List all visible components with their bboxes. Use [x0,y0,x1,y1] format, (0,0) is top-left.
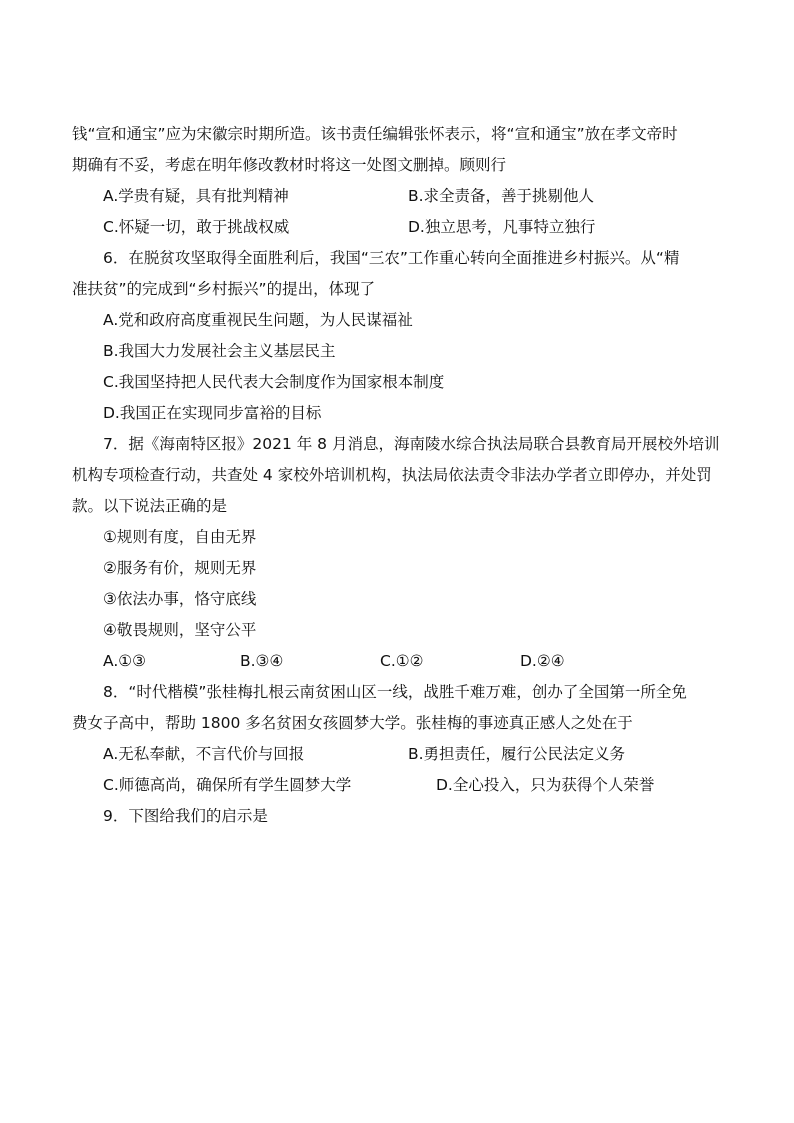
q8-stem-line-2: 费女子高中，帮助 1800 多名贫困女孩圆梦大学。张桂梅的事迹真正感人之处在于 [72,714,633,732]
q8-option-a[interactable]: A.无私奉献，不言代价与回报 [103,745,305,763]
q8-option-b[interactable]: B.勇担责任，履行公民法定义务 [408,745,626,763]
q5-option-c[interactable]: C.怀疑一切，敢于挑战权威 [103,218,290,236]
q6-option-d[interactable]: D.我国正在实现同步富裕的目标 [103,404,322,422]
q7-stem-line-3: 款。以下说法正确的是 [72,497,228,515]
q6-stem-line-2: 准扶贫”的完成到“乡村振兴”的提出，体现了 [72,280,376,298]
q5-continuation-line-2: 期确有不妥，考虑在明年修改教材时将这一处图文删掉。顾则行 [72,156,507,174]
q6-option-a[interactable]: A.党和政府高度重视民生问题，为人民谋福祉 [103,311,413,329]
q7-option-c[interactable]: C.①② [380,652,424,670]
q6-option-c[interactable]: C.我国坚持把人民代表大会制度作为国家根本制度 [103,373,445,391]
q6-stem-line-1: 6．在脱贫攻坚取得全面胜利后，我国“三农”工作重心转向全面推进乡村振兴。从“精 [103,249,680,267]
q7-statement-3: ③依法办事，恪守底线 [103,590,257,608]
q8-stem-line-1: 8．“时代楷模”张桂梅扎根云南贫困山区一线，战胜千难万难，创办了全国第一所全免 [103,683,687,701]
q8-option-c[interactable]: C.师德高尚，确保所有学生圆梦大学 [103,776,352,794]
q8-option-d[interactable]: D.全心投入，只为获得个人荣誉 [436,776,655,794]
q5-option-b[interactable]: B.求全责备，善于挑剔他人 [408,187,595,205]
q9-stem-line-1: 9．下图给我们的启示是 [103,807,268,825]
q6-option-b[interactable]: B.我国大力发展社会主义基层民主 [103,342,336,360]
q7-option-a[interactable]: A.①③ [103,652,147,670]
q5-continuation-line-1: 钱“宣和通宝”应为宋徽宗时期所造。该书责任编辑张怀表示，将“宣和通宝”放在孝文帝时 [72,125,678,143]
q7-stem-line-2: 机构专项检查行动，共查处 4 家校外培训机构，执法局依法责令非法办学者立即停办，并处罚 [72,466,712,484]
q7-option-b[interactable]: B.③④ [240,652,284,670]
q5-option-d[interactable]: D.独立思考，凡事特立独行 [408,218,596,236]
q7-option-d[interactable]: D.②④ [520,652,565,670]
q7-stem-line-1: 7．据《海南特区报》2021 年 8 月消息，海南陵水综合执法局联合县教育局开展校外培训 [103,435,720,453]
q5-option-a[interactable]: A.学贵有疑，具有批判精神 [103,187,289,205]
q7-statement-2: ②服务有价，规则无界 [103,559,257,577]
q7-statement-4: ④敬畏规则，坚守公平 [103,621,257,639]
q7-statement-1: ①规则有度，自由无界 [103,528,257,546]
